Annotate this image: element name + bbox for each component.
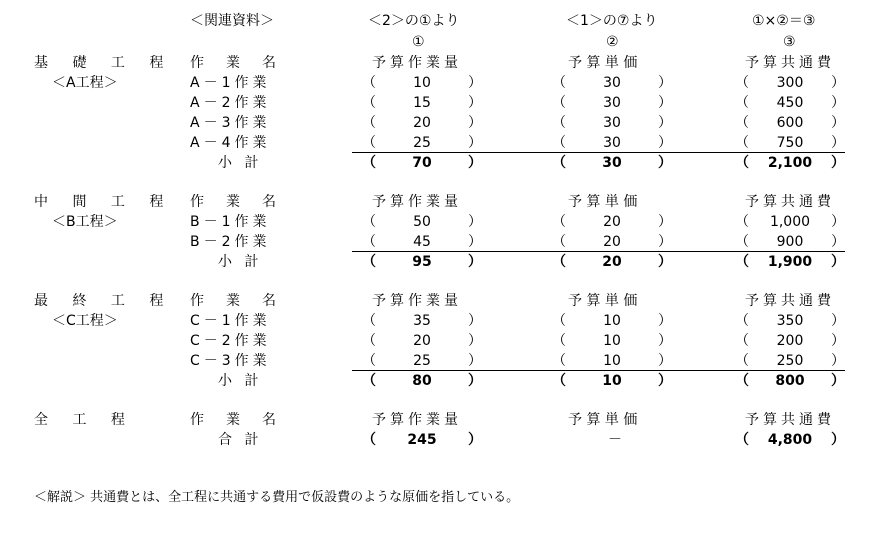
work-row-common-cost: （ 1,000 ） bbox=[735, 214, 845, 230]
work-row-name: A－2作業 bbox=[190, 95, 271, 111]
work-row-common-cost: （ 350 ） bbox=[735, 313, 845, 329]
work-row-unit-price: （ 30 ） bbox=[552, 75, 672, 91]
section-2-subtotal-volume: （ 80 ） bbox=[362, 373, 482, 389]
section-2-volume-header: 予算作業量 bbox=[372, 293, 462, 309]
work-row-unit-price: （ 20 ） bbox=[552, 234, 672, 250]
section-1-subtitle: ＜B工程＞ bbox=[52, 214, 118, 230]
work-row-volume: （ 10 ） bbox=[362, 75, 482, 91]
work-row-volume: （ 15 ） bbox=[362, 95, 482, 111]
section-2-work-name-header: 作 業 名 bbox=[190, 293, 280, 309]
related-materials-label: ＜関連資料＞ bbox=[190, 13, 274, 29]
section-1-subtotal-volume: （ 95 ） bbox=[362, 254, 482, 270]
work-row-unit-price: （ 10 ） bbox=[552, 333, 672, 349]
work-row-name: C－2作業 bbox=[190, 333, 271, 349]
work-row-volume: （ 20 ） bbox=[362, 333, 482, 349]
section-1-common-cost-header: 予算共通費 bbox=[745, 194, 835, 210]
section-1-subtotal-common-cost: （ 1,900 ） bbox=[735, 254, 845, 270]
work-row-name: A－3作業 bbox=[190, 115, 271, 131]
work-row-volume: （ 50 ） bbox=[362, 214, 482, 230]
total-unit-price: － bbox=[608, 432, 622, 448]
work-row-volume: （ 20 ） bbox=[362, 115, 482, 131]
section-2-subtotal-rule bbox=[352, 370, 845, 371]
section-1-title: 中 間 工 程 bbox=[34, 194, 174, 210]
section-2-title: 最 終 工 程 bbox=[34, 293, 174, 309]
section-2-subtotal-common-cost: （ 800 ） bbox=[735, 373, 845, 389]
section-1-unit-price-header: 予 算 単 価 bbox=[568, 194, 638, 210]
section-0-subtotal-common-cost: （ 2,100 ） bbox=[735, 155, 845, 171]
section-0-volume-header: 予算作業量 bbox=[372, 55, 462, 71]
section-0-subtotal-volume: （ 70 ） bbox=[362, 155, 482, 171]
mark-3: ③ bbox=[783, 34, 796, 50]
explanation-note: ＜解説＞ 共通費とは、全工程に共通する費用で仮設費のような原価を指している。 bbox=[34, 490, 520, 505]
total-unit-price-header: 予 算 単 価 bbox=[568, 412, 638, 428]
total-work-name-header: 作 業 名 bbox=[190, 412, 280, 428]
work-row-common-cost: （ 300 ） bbox=[735, 75, 845, 91]
section-1-work-name-header: 作 業 名 bbox=[190, 194, 280, 210]
work-row-unit-price: （ 10 ） bbox=[552, 353, 672, 369]
work-row-unit-price: （ 10 ） bbox=[552, 313, 672, 329]
work-row-common-cost: （ 200 ） bbox=[735, 333, 845, 349]
work-row-volume: （ 45 ） bbox=[362, 234, 482, 250]
work-row-volume: （ 25 ） bbox=[362, 135, 482, 151]
source-2-label: ＜2＞の①より bbox=[368, 13, 460, 29]
work-row-unit-price: （ 20 ） bbox=[552, 214, 672, 230]
section-1-subtotal-unit-price: （ 20 ） bbox=[552, 254, 672, 270]
section-2-subtotal-unit-price: （ 10 ） bbox=[552, 373, 672, 389]
work-row-name: A－4作業 bbox=[190, 135, 271, 151]
work-row-common-cost: （ 250 ） bbox=[735, 353, 845, 369]
source-1-label: ＜1＞の⑦より bbox=[566, 13, 658, 29]
total-volume: （ 245 ） bbox=[362, 432, 482, 448]
total-title: 全 工 程 bbox=[34, 412, 135, 428]
work-row-name: C－1作業 bbox=[190, 313, 271, 329]
section-1-subtotal-label: 小 計 bbox=[218, 254, 263, 270]
section-0-subtotal-unit-price: （ 30 ） bbox=[552, 155, 672, 171]
work-row-common-cost: （ 900 ） bbox=[735, 234, 845, 250]
mark-2: ② bbox=[606, 34, 619, 50]
work-row-unit-price: （ 30 ） bbox=[552, 95, 672, 111]
total-volume-header: 予算作業量 bbox=[372, 412, 462, 428]
work-row-volume: （ 25 ） bbox=[362, 353, 482, 369]
work-row-name: B－1作業 bbox=[190, 214, 271, 230]
section-0-common-cost-header: 予算共通費 bbox=[745, 55, 835, 71]
section-1-subtotal-rule bbox=[352, 251, 845, 252]
work-row-common-cost: （ 600 ） bbox=[735, 115, 845, 131]
total-common-cost-header: 予算共通費 bbox=[745, 412, 835, 428]
section-2-common-cost-header: 予算共通費 bbox=[745, 293, 835, 309]
total-common-cost: （ 4,800 ） bbox=[735, 432, 845, 448]
section-0-work-name-header: 作 業 名 bbox=[190, 55, 280, 71]
work-row-common-cost: （ 450 ） bbox=[735, 95, 845, 111]
work-row-name: C－3作業 bbox=[190, 353, 271, 369]
section-0-unit-price-header: 予 算 単 価 bbox=[568, 55, 638, 71]
work-row-common-cost: （ 750 ） bbox=[735, 135, 845, 151]
work-row-volume: （ 35 ） bbox=[362, 313, 482, 329]
section-0-title: 基 礎 工 程 bbox=[34, 55, 174, 71]
work-row-name: A－1作業 bbox=[190, 75, 271, 91]
section-0-subtotal-rule bbox=[352, 152, 845, 153]
formula-label: ①×②＝③ bbox=[752, 13, 816, 29]
section-2-unit-price-header: 予 算 単 価 bbox=[568, 293, 638, 309]
mark-1: ① bbox=[412, 34, 425, 50]
section-1-volume-header: 予算作業量 bbox=[372, 194, 462, 210]
work-row-unit-price: （ 30 ） bbox=[552, 115, 672, 131]
section-2-subtotal-label: 小 計 bbox=[218, 373, 263, 389]
section-0-subtitle: ＜A工程＞ bbox=[52, 75, 118, 91]
section-0-subtotal-label: 小 計 bbox=[218, 155, 263, 171]
work-row-unit-price: （ 30 ） bbox=[552, 135, 672, 151]
total-label: 合 計 bbox=[218, 432, 263, 448]
section-2-subtitle: ＜C工程＞ bbox=[52, 313, 118, 329]
work-row-name: B－2作業 bbox=[190, 234, 271, 250]
